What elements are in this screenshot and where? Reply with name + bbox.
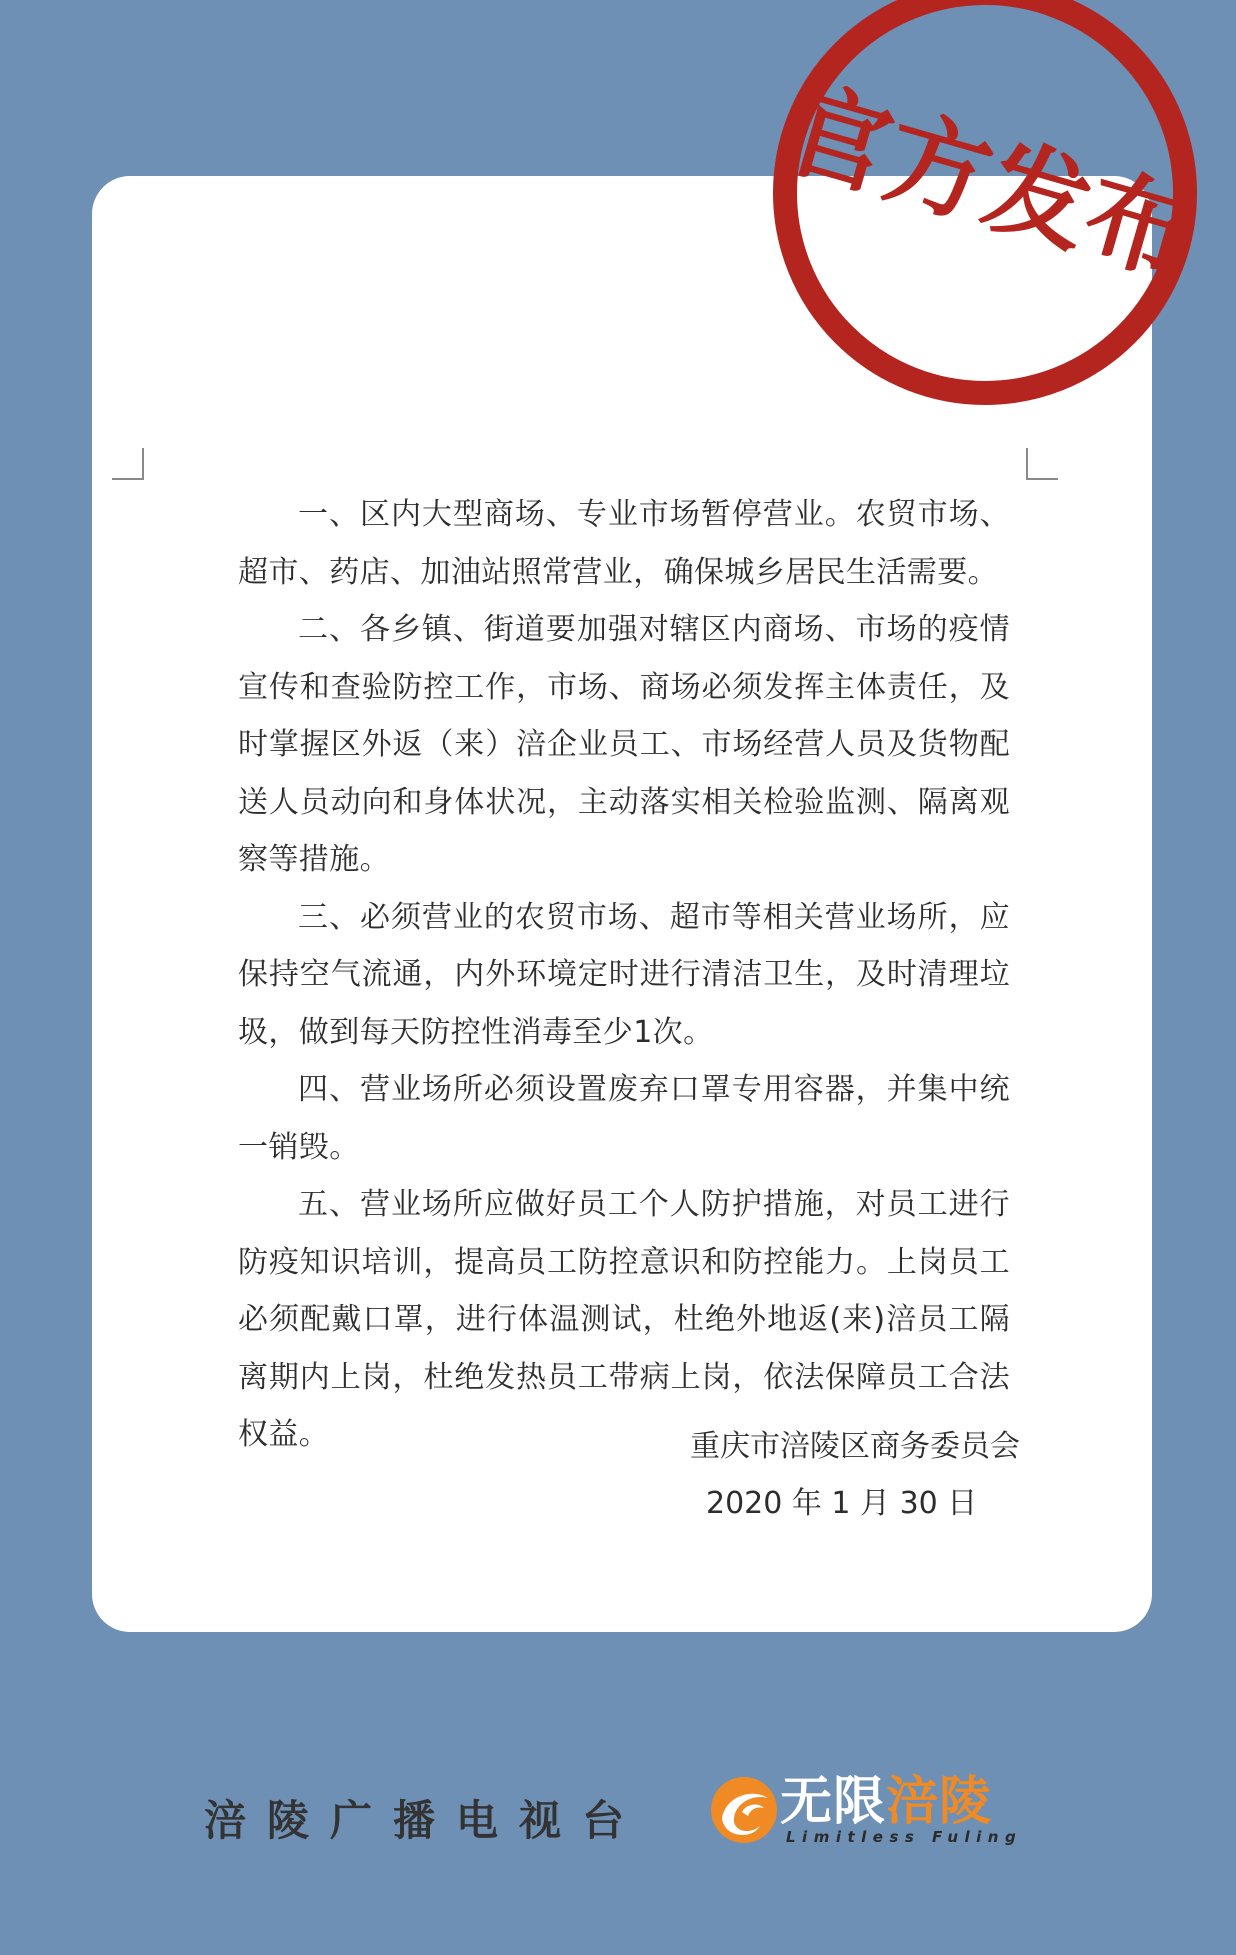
- notice-paragraph-4: 四、营业场所必须设置废弃口罩专用容器，并集中统一销毁。: [238, 1072, 1010, 1165]
- crop-mark-top-left: [112, 448, 144, 480]
- notice-paragraph-2: 二、各乡镇、街道要加强对辖区内商场、市场的疫情宣传和查验防控工作，市场、商场必须发挥主体责任，及时掌握区外返（来）涪企业员工、市场经营人员及货物配送人员动向和身体状况，主动落实相关检验监测、隔离观察等措施。: [238, 612, 1010, 877]
- logo-tagline: Limitless Fuling: [786, 1828, 1023, 1846]
- notice-paragraph-3: 三、必须营业的农贸市场、超市等相关营业场所，应保持空气流通，内外环境定时进行清洁卫生，及时清理垃圾，做到每天防控性消毒至少1次。: [238, 899, 1010, 1050]
- signature-block: [690, 1418, 1070, 1532]
- crop-mark-top-right: [1026, 448, 1058, 480]
- logo-wordmark-white: 无限: [780, 1772, 887, 1832]
- issuer-name: 重庆市涪陵区商务委员会: [690, 1429, 1020, 1464]
- official-release-stamp: [740, 0, 1230, 418]
- logo-wordmark-orange: 涪陵: [886, 1772, 993, 1832]
- issue-date: 2020 年 1 月 30 日: [706, 1486, 978, 1521]
- logo-wordmark: [780, 1770, 992, 1834]
- orange-flame-swirl-icon: [708, 1774, 780, 1846]
- limitless-fuling-logo: [708, 1772, 1028, 1852]
- stamp-text: 官方发布: [771, 66, 1205, 299]
- notice-paragraph-1: 一、区内大型商场、专业市场暂停营业。农贸市场、超市、药店、加油站照常营业，确保城乡居民生活需要。: [238, 497, 1010, 590]
- notice-body: [238, 486, 1010, 1464]
- notice-paragraph-5: 五、营业场所应做好员工个人防护措施，对员工进行防疫知识培训，提高员工防控意识和防控能力。上岗员工必须配戴口罩，进行体温测试，杜绝外地返(来)涪员工隔离期内上岗，杜绝发热员工带病上岗，依法保障员工合法权益。: [238, 1187, 1010, 1452]
- broadcaster-name: 涪陵广播电视台: [204, 1796, 646, 1845]
